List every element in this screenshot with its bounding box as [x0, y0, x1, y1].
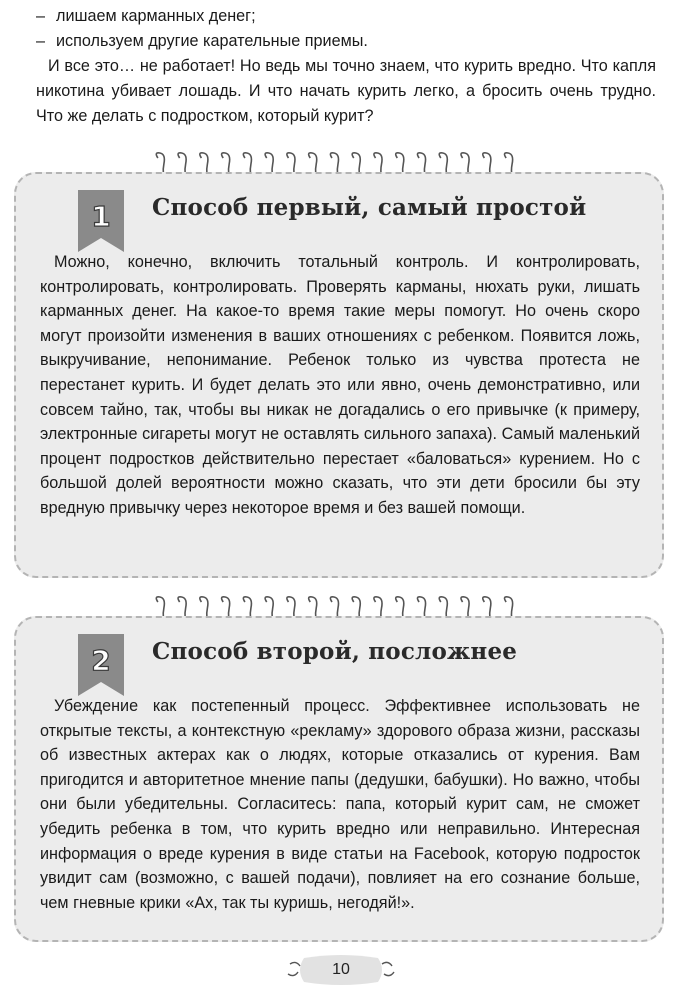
- section-title: Способ первый, самый простой: [152, 194, 587, 221]
- section-number: 2: [91, 644, 111, 677]
- bookmark-ribbon-icon: [78, 634, 124, 696]
- page-number: 10: [332, 961, 350, 978]
- section-title: Способ второй, посложнее: [152, 638, 518, 665]
- section-body: [40, 694, 640, 915]
- section-card-1: [14, 172, 664, 578]
- section-body: [40, 250, 640, 521]
- section-paragraph: Убеждение как постепенный процесс. Эффективнее использовать не открытые тексты, а контекстную «рекламу» здорового образа жизни, рассказы об известных актерах как о людях, которые отказались от курения. Вам пригодится и авторитетное мнение папы (дедушки, бабушки). Но важно, чтобы они были убедительны. Согласитесь: папа, который курит сам, не сможет убедить ребенка в том, что курить вредно или неправильно. Интересная информация о вреде курения в виде статьи на Facebook, которую подросток увидит сам (возможно, с вашей подачи), повлияет на его сознание больше, чем гневные крики «Ах, так ты куришь, негодяй!».: [40, 697, 640, 912]
- intro-block: [36, 4, 656, 129]
- section-paragraph: Можно, конечно, включить тотальный контроль. И контролировать, контролировать, контролировать. Проверять карманы, нюхать руки, лишать карманных денег. На какое-то время такие меры помогут. Но очень скоро могут произойти изменения в ваших отношениях с ребенком. Появится ложь, выкручивание, непонимание. Ребенок только из чувства протеста не перестанет курить. И будет делать это или явно, очень демонстративно, или совсем тайно, так, чтобы вы никак не догадались о его привычке (к примеру, электронные сигареты могут не оставлять сильного запаха). Самый маленький процент подростков действительно перестает «баловаться» курением. Но с большой долей вероятности можно сказать, что эти дети бросили бы эту вредную привычку через некоторое время и без вашей помощи.: [40, 253, 640, 517]
- intro-paragraph: И все это… не работает! Но ведь мы точно знаем, что курить вредно. Что капля никотина убивает лошадь. И что начать курить легко, а бросить очень трудно. Что же делать с подростком, который курит?: [36, 57, 656, 125]
- bookmark-ribbon-icon: [78, 190, 124, 252]
- section-number: 1: [91, 200, 111, 233]
- intro-bullet: – используем другие карательные приемы.: [36, 29, 656, 54]
- section-card-2: [14, 616, 664, 942]
- intro-bullet-list: [36, 4, 656, 54]
- intro-bullet: – лишаем карманных денег;: [36, 4, 656, 29]
- page-number-badge: [286, 950, 396, 990]
